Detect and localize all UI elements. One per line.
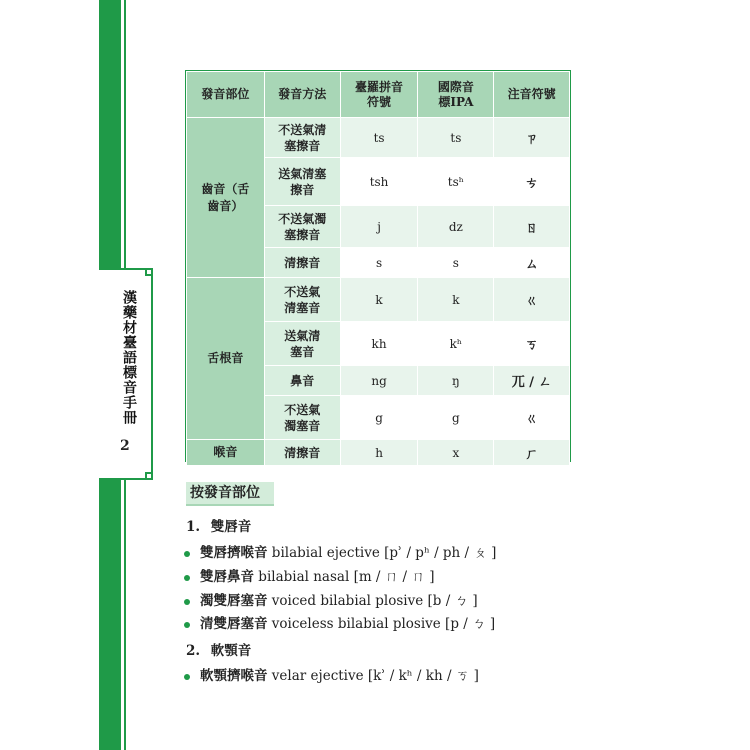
term-en: bilabial ejective [pʾ / pʰ / ph / ㄆ ] bbox=[271, 545, 497, 561]
ipa-cell: tsʰ bbox=[418, 158, 494, 206]
tailo-cell: j bbox=[340, 206, 418, 248]
zhuyin-cell: ㄍ bbox=[494, 278, 570, 322]
list-heading bbox=[186, 639, 251, 659]
zhuyin-cell: ㄗ bbox=[494, 118, 570, 158]
ipa-cell: g bbox=[418, 396, 494, 440]
zhuyin-cell: ㄖ bbox=[494, 206, 570, 248]
table-header-row bbox=[187, 72, 570, 118]
zhuyin-cell: ㄏ bbox=[494, 440, 570, 466]
term-zh: 雙唇擠喉音 bbox=[200, 545, 268, 561]
list-number: 1. bbox=[186, 519, 201, 535]
bullet-icon bbox=[184, 622, 190, 628]
list-number: 2. bbox=[186, 643, 201, 659]
header-ipa: 國際音標IPA bbox=[418, 72, 494, 118]
tailo-cell: ts bbox=[340, 118, 418, 158]
term-zh: 濁雙唇塞音 bbox=[200, 593, 268, 609]
term-zh: 軟顎擠喉音 bbox=[200, 668, 268, 684]
manner-cell: 清擦音 bbox=[264, 248, 340, 278]
tailo-cell: tsh bbox=[340, 158, 418, 206]
list-item bbox=[184, 589, 478, 609]
term-en: velar ejective [kʾ / kʰ / kh / ㄎ ] bbox=[271, 668, 479, 684]
term-en: voiced bilabial plosive [b / ㄅ ] bbox=[271, 593, 478, 609]
zhuyin-cell: ㄎ bbox=[494, 322, 570, 366]
list-item bbox=[184, 664, 479, 684]
list-title: 雙唇音 bbox=[210, 519, 252, 535]
list-item bbox=[184, 565, 434, 585]
header-manner: 發音方法 bbox=[264, 72, 340, 118]
header-tailo: 臺羅拼音符號 bbox=[340, 72, 418, 118]
header-place: 發音部位 bbox=[187, 72, 265, 118]
list-title: 軟顎音 bbox=[210, 643, 252, 659]
place-glottal: 喉音 bbox=[187, 440, 265, 466]
ipa-cell: kʰ bbox=[418, 322, 494, 366]
term-zh: 清雙唇塞音 bbox=[200, 616, 268, 632]
tailo-cell: k bbox=[340, 278, 418, 322]
zhuyin-cell: ㄫ / ㄥ bbox=[494, 366, 570, 396]
table-row bbox=[187, 440, 570, 466]
tailo-cell: kh bbox=[340, 322, 418, 366]
term-en: voiceless bilabial plosive [p / ㄅ ] bbox=[271, 616, 496, 632]
manner-cell: 送氣清塞音 bbox=[264, 322, 340, 366]
ipa-cell: ts bbox=[418, 118, 494, 158]
tailo-cell: g bbox=[340, 396, 418, 440]
book-title: 漢藥材臺語標音手冊 bbox=[121, 290, 137, 425]
zhuyin-cell: ㄘ bbox=[494, 158, 570, 206]
place-dental: 齒音（舌齒音） bbox=[187, 118, 265, 278]
zhuyin-cell: ㄙ bbox=[494, 248, 570, 278]
table-row bbox=[187, 278, 570, 322]
manner-cell: 不送氣濁塞擦音 bbox=[264, 206, 340, 248]
bullet-icon bbox=[184, 674, 190, 680]
list-heading bbox=[186, 515, 251, 535]
zhuyin-cell: ㄍ bbox=[494, 396, 570, 440]
tailo-cell: ng bbox=[340, 366, 418, 396]
bullet-icon bbox=[184, 575, 190, 581]
phonetic-table bbox=[186, 71, 570, 466]
place-velar: 舌根音 bbox=[187, 278, 265, 440]
ipa-cell: dz bbox=[418, 206, 494, 248]
page-number: 2 bbox=[120, 438, 130, 454]
manner-cell: 送氣清塞擦音 bbox=[264, 158, 340, 206]
ipa-cell: s bbox=[418, 248, 494, 278]
list-item bbox=[184, 541, 496, 561]
tailo-cell: h bbox=[340, 440, 418, 466]
list-item bbox=[184, 612, 495, 632]
manner-cell: 不送氣濁塞音 bbox=[264, 396, 340, 440]
ipa-cell: ŋ bbox=[418, 366, 494, 396]
term-zh: 雙唇鼻音 bbox=[200, 569, 254, 585]
table-row bbox=[187, 118, 570, 158]
tailo-cell: s bbox=[340, 248, 418, 278]
manner-cell: 清擦音 bbox=[264, 440, 340, 466]
term-en: bilabial nasal [m / ㄇ / ㄇ ] bbox=[258, 569, 435, 585]
manner-cell: 鼻音 bbox=[264, 366, 340, 396]
manner-cell: 不送氣清塞擦音 bbox=[264, 118, 340, 158]
header-zhuyin: 注音符號 bbox=[494, 72, 570, 118]
bullet-icon bbox=[184, 551, 190, 557]
ipa-cell: x bbox=[418, 440, 494, 466]
section-heading: 按發音部位 bbox=[186, 482, 274, 506]
bullet-icon bbox=[184, 599, 190, 605]
manner-cell: 不送氣清塞音 bbox=[264, 278, 340, 322]
ipa-cell: k bbox=[418, 278, 494, 322]
